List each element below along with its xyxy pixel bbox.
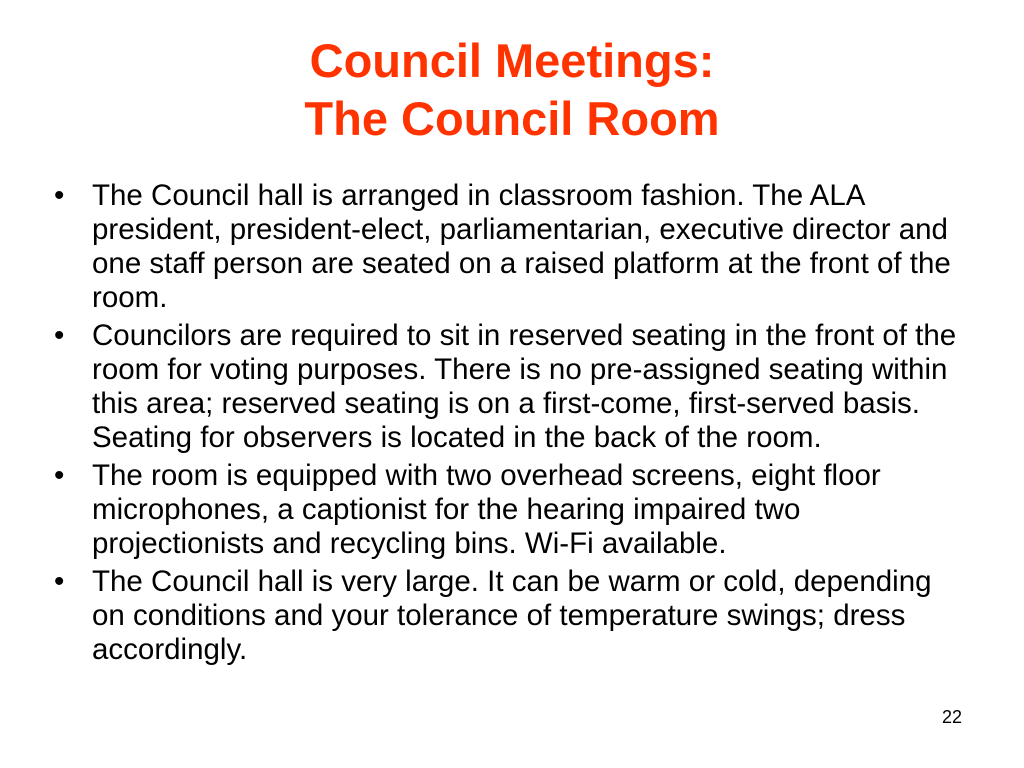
bullet-item — [48, 565, 968, 667]
bullet-icon: • — [54, 179, 65, 212]
bullet-text: The Council hall is arranged in classroom fashion. The ALA president, president-elect, parliamentarian, executive director and one staff person are seated on a raised platform at the front of the room. — [92, 179, 951, 314]
slide-title — [0, 32, 1024, 148]
page-number: 22 — [941, 707, 962, 727]
bullet-item — [48, 179, 968, 315]
bullet-item — [48, 319, 968, 455]
bullet-icon: • — [54, 459, 65, 492]
bullet-icon: • — [54, 319, 65, 352]
title-line-2: The Council Room — [304, 92, 720, 145]
title-line-1: Council Meetings: — [309, 34, 715, 87]
bullet-text: Councilors are required to sit in reserved seating in the front of the room for voting purposes. There is no pre-assigned seating within this area; reserved seating is on a first-come, first-served basis. Seating for observers is located in the back of the room. — [92, 319, 957, 454]
bullet-text: The room is equipped with two overhead screens, eight floor microphones, a captionist for the hearing impaired two projectionists and recycling bins. Wi-Fi available. — [92, 459, 881, 560]
bullet-text: The Council hall is very large. It can be warm or cold, depending on conditions and your tolerance of temperature swings; dress accordingly. — [92, 565, 932, 666]
bullet-item — [48, 459, 968, 561]
bullet-list — [48, 179, 968, 671]
bullet-icon: • — [54, 565, 65, 598]
